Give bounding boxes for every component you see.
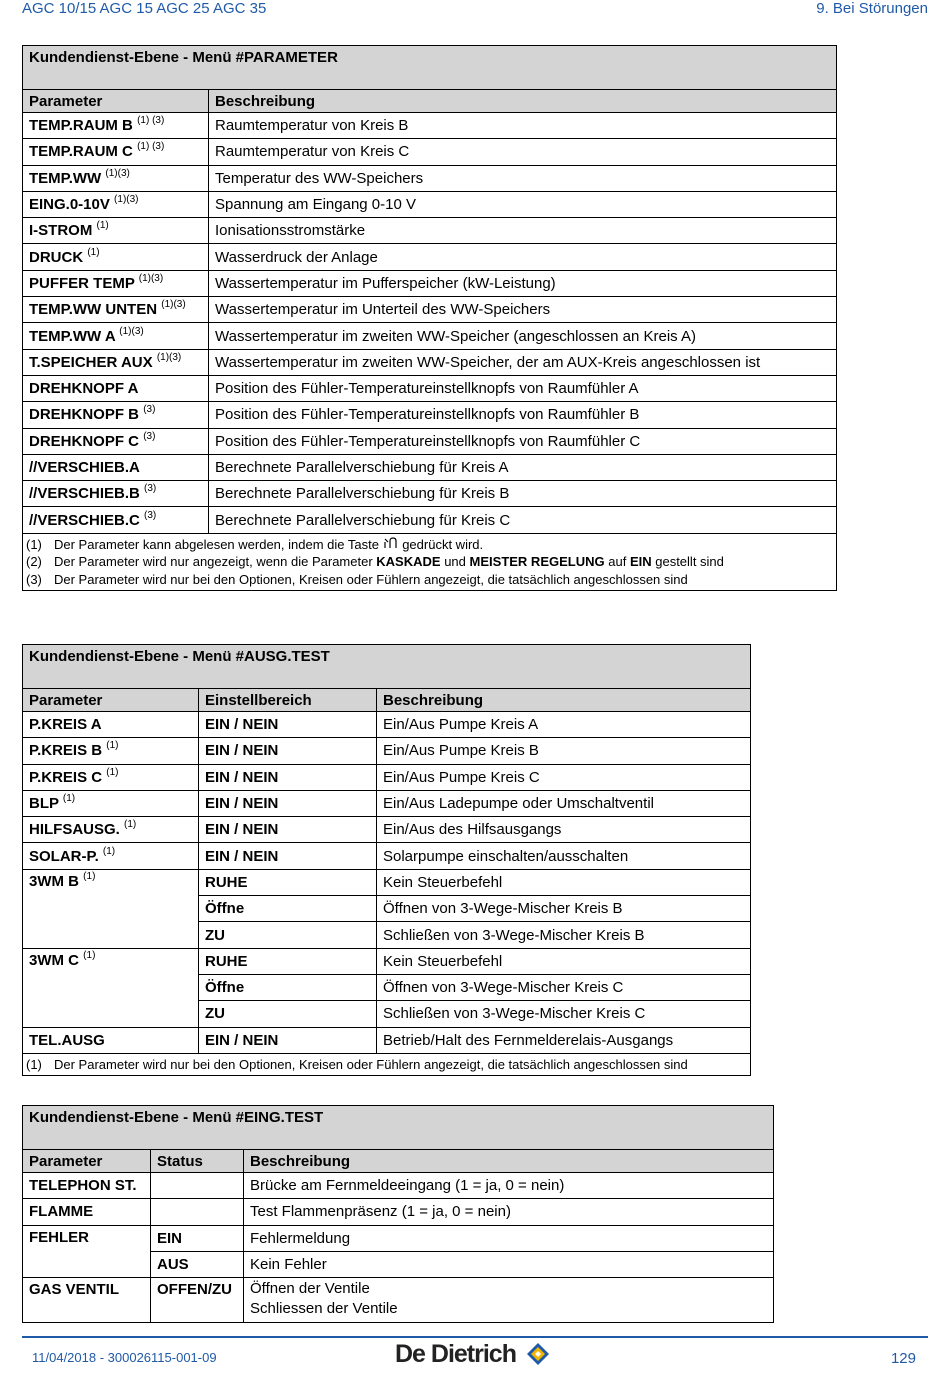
desc-cell: Wassertemperatur im zweiten WW-Speicher (angeschlossen an Kreis A): [209, 323, 837, 349]
desc-cell: Berechnete Parallelverschiebung für Kreis C: [209, 507, 837, 533]
table-row: [23, 1027, 751, 1053]
param-cell: BLP $^{(1)}$: [23, 790, 199, 816]
desc-cell: Solarpumpe einschalten/ausschalten: [377, 843, 751, 869]
table-title: Kundendienst-Ebene - Menü #PARAMETER: [23, 46, 837, 90]
table-row: [23, 191, 837, 217]
note-1: (1) Der Parameter wird nur bei den Optionen, Kreisen oder Fühlern angezeigt, die tatsächlich angeschlossen sind: [26, 1056, 688, 1072]
desc-cell: Öffnen von 3-Wege-Mischer Kreis C: [377, 974, 751, 1000]
table-row: [23, 869, 751, 895]
range-cell: RUHE: [199, 869, 377, 895]
table-row: [23, 428, 837, 454]
desc-line: Schliessen der Ventile: [250, 1300, 398, 1318]
table-row: [23, 1278, 774, 1323]
desc-cell: Kein Steuerbefehl: [377, 869, 751, 895]
desc-cell: Raumtemperatur von Kreis C: [209, 139, 837, 165]
param-cell: DREHKNOPF B $^{(3)}$: [23, 402, 209, 428]
param-cell: TEMP.RAUM C $^{(1) (3)}$: [23, 139, 209, 165]
param-cell: TEMP.RAUM B $^{(1) (3)}$: [23, 113, 209, 139]
desc-cell: [244, 1278, 774, 1323]
param-cell: DREHKNOPF C $^{(3)}$: [23, 428, 209, 454]
desc-cell: Kein Fehler: [244, 1251, 774, 1277]
param-cell: DRUCK $^{(1)}$: [23, 244, 209, 270]
desc-cell: Berechnete Parallelverschiebung für Kreis A: [209, 454, 837, 480]
table-title: Kundendienst-Ebene - Menü #AUSG.TEST: [23, 645, 751, 689]
range-cell: Öffne: [199, 974, 377, 1000]
desc-cell: Test Flammenpräsenz (1 = ja, 0 = nein): [244, 1199, 774, 1225]
desc-cell: Position des Fühler-Temperatureinstellknopfs von Raumfühler B: [209, 402, 837, 428]
param-cell: P.KREIS B $^{(1)}$: [23, 738, 199, 764]
range-cell: EIN / NEIN: [199, 790, 377, 816]
range-cell: ZU: [199, 922, 377, 948]
column-header: Status: [151, 1150, 244, 1173]
table-row: [23, 402, 837, 428]
param-cell: EING.0-10V $^{(1)(3)}$: [23, 191, 209, 217]
table-row: [23, 323, 837, 349]
eing-test-table: [22, 1105, 774, 1323]
table-row: [23, 481, 837, 507]
desc-cell: Ein/Aus Pumpe Kreis C: [377, 764, 751, 790]
param-cell: //VERSCHIEB.A: [23, 454, 209, 480]
desc-line: Öffnen der Ventile: [250, 1280, 370, 1298]
desc-cell: Schließen von 3-Wege-Mischer Kreis C: [377, 1001, 751, 1027]
status-cell: [151, 1199, 244, 1225]
desc-cell: Position des Fühler-Temperatureinstellknopfs von Raumfühler A: [209, 375, 837, 401]
status-cell: AUS: [151, 1251, 244, 1277]
range-cell: EIN / NEIN: [199, 843, 377, 869]
column-header: Beschreibung: [244, 1150, 774, 1173]
table-notes: [23, 533, 837, 591]
param-cell: TEMP.WW A $^{(1)(3)}$: [23, 323, 209, 349]
table-row: [23, 297, 837, 323]
desc-cell: Kein Steuerbefehl: [377, 948, 751, 974]
key-hand-icon: [383, 537, 399, 550]
desc-cell: Ein/Aus Ladepumpe oder Umschaltventil: [377, 790, 751, 816]
range-cell: EIN / NEIN: [199, 712, 377, 738]
range-cell: ZU: [199, 1001, 377, 1027]
desc-cell: Temperatur des WW-Speichers: [209, 165, 837, 191]
table-row: [23, 790, 751, 816]
desc-cell: Ein/Aus Pumpe Kreis B: [377, 738, 751, 764]
table-row: [23, 244, 837, 270]
doc-chapter-header: 9. Bei Störungen: [816, 0, 928, 17]
param-cell: //VERSCHIEB.C $^{(3)}$: [23, 507, 209, 533]
param-cell: HILFSAUSG. $^{(1)}$: [23, 817, 199, 843]
desc-cell: Fehlermeldung: [244, 1225, 774, 1251]
table-row: [23, 1199, 774, 1225]
desc-cell: Raumtemperatur von Kreis B: [209, 113, 837, 139]
desc-cell: Ein/Aus des Hilfsausgangs: [377, 817, 751, 843]
table-title: Kundendienst-Ebene - Menü #EING.TEST: [23, 1106, 774, 1150]
note-3: (3) Der Parameter wird nur bei den Optionen, Kreisen oder Fühlern angezeigt, die tatsächlich angeschlossen sind: [26, 571, 688, 587]
desc-cell: Schließen von 3-Wege-Mischer Kreis B: [377, 922, 751, 948]
desc-cell: Berechnete Parallelverschiebung für Kreis B: [209, 481, 837, 507]
page-number: 129: [890, 1350, 916, 1367]
table-row: [23, 454, 837, 480]
param-cell: DREHKNOPF A: [23, 375, 209, 401]
desc-cell: Brücke am Fernmeldeeingang (1 = ja, 0 = nein): [244, 1173, 774, 1199]
ausg-test-table: [22, 644, 751, 1076]
table-row: [23, 349, 837, 375]
param-cell: I-STROM $^{(1)}$: [23, 218, 209, 244]
range-cell: EIN / NEIN: [199, 817, 377, 843]
desc-cell: Wassertemperatur im Pufferspeicher (kW-Leistung): [209, 270, 837, 296]
param-cell: TEMP.WW UNTEN $^{(1)(3)}$: [23, 297, 209, 323]
table-row: [23, 1173, 774, 1199]
range-cell: EIN / NEIN: [199, 738, 377, 764]
note-1: (1) Der Parameter kann abgelesen werden, indem die Taste gedrückt wird.: [26, 536, 484, 552]
param-cell: SOLAR-P. $^{(1)}$: [23, 843, 199, 869]
table-row: [23, 843, 751, 869]
range-cell: EIN / NEIN: [199, 764, 377, 790]
param-cell: GAS VENTIL: [23, 1278, 151, 1323]
desc-cell: Wassertemperatur im Unterteil des WW-Speichers: [209, 297, 837, 323]
param-cell: 3WM C $^{(1)}$: [23, 948, 199, 1027]
param-cell: TELEPHON ST.: [23, 1173, 151, 1199]
column-header: Parameter: [23, 689, 199, 712]
param-cell: TEMP.WW $^{(1)(3)}$: [23, 165, 209, 191]
param-cell: //VERSCHIEB.B $^{(3)}$: [23, 481, 209, 507]
table-row: [23, 375, 837, 401]
table-row: [23, 270, 837, 296]
param-cell: FEHLER: [23, 1225, 151, 1278]
doc-model-header: AGC 10/15 AGC 15 AGC 25 AGC 35: [22, 0, 267, 17]
note-2: (2) Der Parameter wird nur angezeigt, wenn die Parameter KASKADE und MEISTER REGELUNG auf EIN gestellt sind: [26, 554, 724, 570]
column-header: Beschreibung: [209, 90, 837, 113]
table-row: [23, 113, 837, 139]
param-cell: PUFFER TEMP $^{(1)(3)}$: [23, 270, 209, 296]
desc-cell: Ein/Aus Pumpe Kreis A: [377, 712, 751, 738]
range-cell: EIN / NEIN: [199, 1027, 377, 1053]
param-cell: FLAMME: [23, 1199, 151, 1225]
status-cell: [151, 1173, 244, 1199]
table-row: [23, 948, 751, 974]
table-row: [23, 165, 837, 191]
desc-cell: Öffnen von 3-Wege-Mischer Kreis B: [377, 896, 751, 922]
table-notes: [23, 1053, 751, 1076]
column-header: Beschreibung: [377, 689, 751, 712]
param-cell: P.KREIS A: [23, 712, 199, 738]
parameter-table: [22, 45, 837, 591]
param-cell: TEL.AUSG: [23, 1027, 199, 1053]
table-row: [23, 139, 837, 165]
desc-cell: Position des Fühler-Temperatureinstellknopfs von Raumfühler C: [209, 428, 837, 454]
param-cell: T.SPEICHER AUX $^{(1)(3)}$: [23, 349, 209, 375]
param-cell: P.KREIS C $^{(1)}$: [23, 764, 199, 790]
table-row: [23, 712, 751, 738]
range-cell: Öffne: [199, 896, 377, 922]
table-row: [23, 218, 837, 244]
desc-cell: Betrieb/Halt des Fernmelderelais-Ausgangs: [377, 1027, 751, 1053]
footer-doc-id: 11/04/2018 - 300026115-001-09: [32, 1350, 217, 1365]
table-row: [23, 817, 751, 843]
column-header: Parameter: [23, 90, 209, 113]
table-row: [23, 764, 751, 790]
brand-diamond-icon: [526, 1342, 550, 1366]
column-header: Parameter: [23, 1150, 151, 1173]
desc-cell: Wassertemperatur im zweiten WW-Speicher, der am AUX-Kreis angeschlossen ist: [209, 349, 837, 375]
footer-divider: [22, 1336, 928, 1338]
desc-cell: Wasserdruck der Anlage: [209, 244, 837, 270]
table-row: [23, 738, 751, 764]
table-row: [23, 1225, 774, 1251]
column-header: Einstellbereich: [199, 689, 377, 712]
desc-cell: Ionisationsstromstärke: [209, 218, 837, 244]
desc-cell: Spannung am Eingang 0-10 V: [209, 191, 837, 217]
status-cell: OFFEN/ZU: [151, 1278, 244, 1323]
table-row: [23, 507, 837, 533]
brand-logo: De Dietrich: [395, 1340, 516, 1368]
range-cell: RUHE: [199, 948, 377, 974]
status-cell: EIN: [151, 1225, 244, 1251]
param-cell: 3WM B $^{(1)}$: [23, 869, 199, 948]
